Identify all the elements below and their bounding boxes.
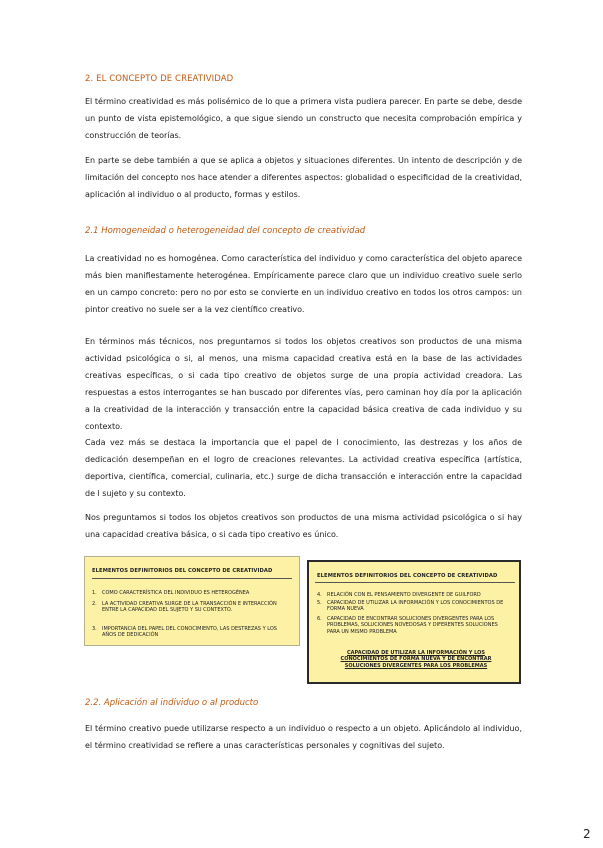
box-right-item (317, 616, 513, 635)
intro-paragraph-2: En parte se debe también a que se aplica a objetos y situaciones diferentes. Un intento de descripción y de limitación del concepto nos hace atender a diferentes aspectos: globalidad o especificidad de la creatividad, aplicación al individuo o al producto, formas y estilos. (85, 156, 522, 199)
item-number: 3. (92, 626, 97, 632)
box-left-item (92, 601, 292, 614)
box-right-item (317, 600, 513, 613)
box-right-item (317, 592, 513, 598)
item-number: 5. (317, 600, 322, 606)
item-text: RELACIÓN CON EL PENSAMIENTO DIVERGENTE DE GUILFORD (327, 592, 481, 598)
box-left-divider (92, 578, 292, 579)
item-number: 6. (317, 616, 322, 622)
item-text: CAPACIDAD DE UTILIZAR LA INFORMACIÓN Y LOS CONOCIMIENTOS DE FORMA NUEVA (327, 600, 504, 613)
definitions-box-left (84, 556, 300, 646)
item-text: COMO CARACTERÍSTICA DEL INDIVIDUO ES HETEROGÉNEA (102, 590, 250, 596)
item-text: IMPORTANCIA DEL PAPEL DEL CONOCIMIENTO, LAS DESTREZAS Y LOS AÑOS DE DEDICACIÓN (102, 626, 277, 639)
box-left-item (92, 626, 292, 639)
box-right-title: ELEMENTOS DEFINITORIOS DEL CONCEPTO DE CREATIVIDAD (317, 573, 498, 579)
subsection-1-title: 2.1 Homogeneidad o heterogeneidad del concepto de creatividad (85, 226, 366, 236)
box-right-caption: CAPACIDAD DE UTILIZAR LA INFORMACIÓN Y LOS CONOCIMIENTOS DE FORMA NUEVA Y DE ENCONTRAR SOLUCIONES DIVERGENTES PARA LOS PROBLEMAS (340, 650, 492, 669)
item-text: CAPACIDAD DE ENCONTRAR SOLUCIONES DIVERGENTES PARA LOS PROBLEMAS, SOLUCIONES NOVEDOSAS Y DIFERENTES SOLUCIONES PARA UN MISMO PROBLEMA (327, 616, 498, 635)
subsection-2-title: 2.2. Aplicación al individuo o al producto (85, 698, 259, 708)
box-right-divider (315, 582, 515, 583)
item-number: 1. (92, 590, 97, 596)
definitions-box-right (307, 560, 521, 684)
box-left-title: ELEMENTOS DEFINITORIOS DEL CONCEPTO DE CREATIVIDAD (92, 568, 273, 574)
item-text: LA ACTIVIDAD CREATIVA SURGE DE LA TRANSACCIÓN E INTERACCIÓN ENTRE LA CAPACIDAD DEL SUJETO Y SU CONTEXTO. (102, 601, 277, 614)
subsection-1-paragraph-2: En términos más técnicos, nos preguntarnos si todos los objetos creativos son productos de una misma actividad psicológica o si, al menos, una misma capacidad creativa está en la base de las actividades creativas específicas, o si cada tipo creativo de objetos surge de una propia actividad creadora. Las respuestas a estos interrogantes se han buscado por diferentes vías, pero caminan hoy día por la aplicación a la creatividad de la interacción y transacción entre la capacidad básica creativa de cada individuo y su contexto. (85, 337, 522, 431)
intro-paragraph-1: El término creatividad es más polisémico de lo que a primera vista pudiera parecer. En parte se debe, desde un punto de vista epistemológico, a que sigue siendo un constructo que necesita comprobación empírica y construcción de teorías. (85, 97, 522, 140)
subsection-2-paragraph-1: El término creativo puede utilizarse respecto a un individuo o respecto a un objeto. Aplicándolo al individuo, el término creatividad se refiere a unas características personales y cognitivas del sujeto. (85, 724, 522, 750)
box-left-item (92, 590, 292, 596)
subsection-1-paragraph-3: Cada vez más se destaca la importancia que el papel de l conocimiento, las destrezas y los años de dedicación desempeñan en el logro de creaciones relevantes. La actividad creativa específica (artística, deportiva, científica, comercial, culinaria, etc.) surge de dicha transacción e interacción entre la capacidad de l sujeto y su contexto. (85, 438, 522, 498)
section-title: 2. EL CONCEPTO DE CREATIVIDAD (85, 74, 234, 84)
item-number: 2. (92, 601, 97, 607)
subsection-1-paragraph-4: Nos preguntamos si todos los objetos creativos son productos de una misma actividad psicológica o si hay una capacidad creativa básica, o si cada tipo creativo es único. (85, 513, 522, 539)
page-number: 2 (583, 827, 591, 841)
subsection-1-paragraph-1: La creatividad no es homogénea. Como característica del individuo y como característica del objeto aparece más bien manifiestamente heterogénea. Empíricamente parece claro que un individuo creativo suele serlo en un campo concreto: pero no por esto se convierte en un individuo creativo en todos los otros campos: un pintor creativo no suele ser a la vez científico creativo. (85, 254, 522, 314)
item-number: 4. (317, 592, 322, 598)
